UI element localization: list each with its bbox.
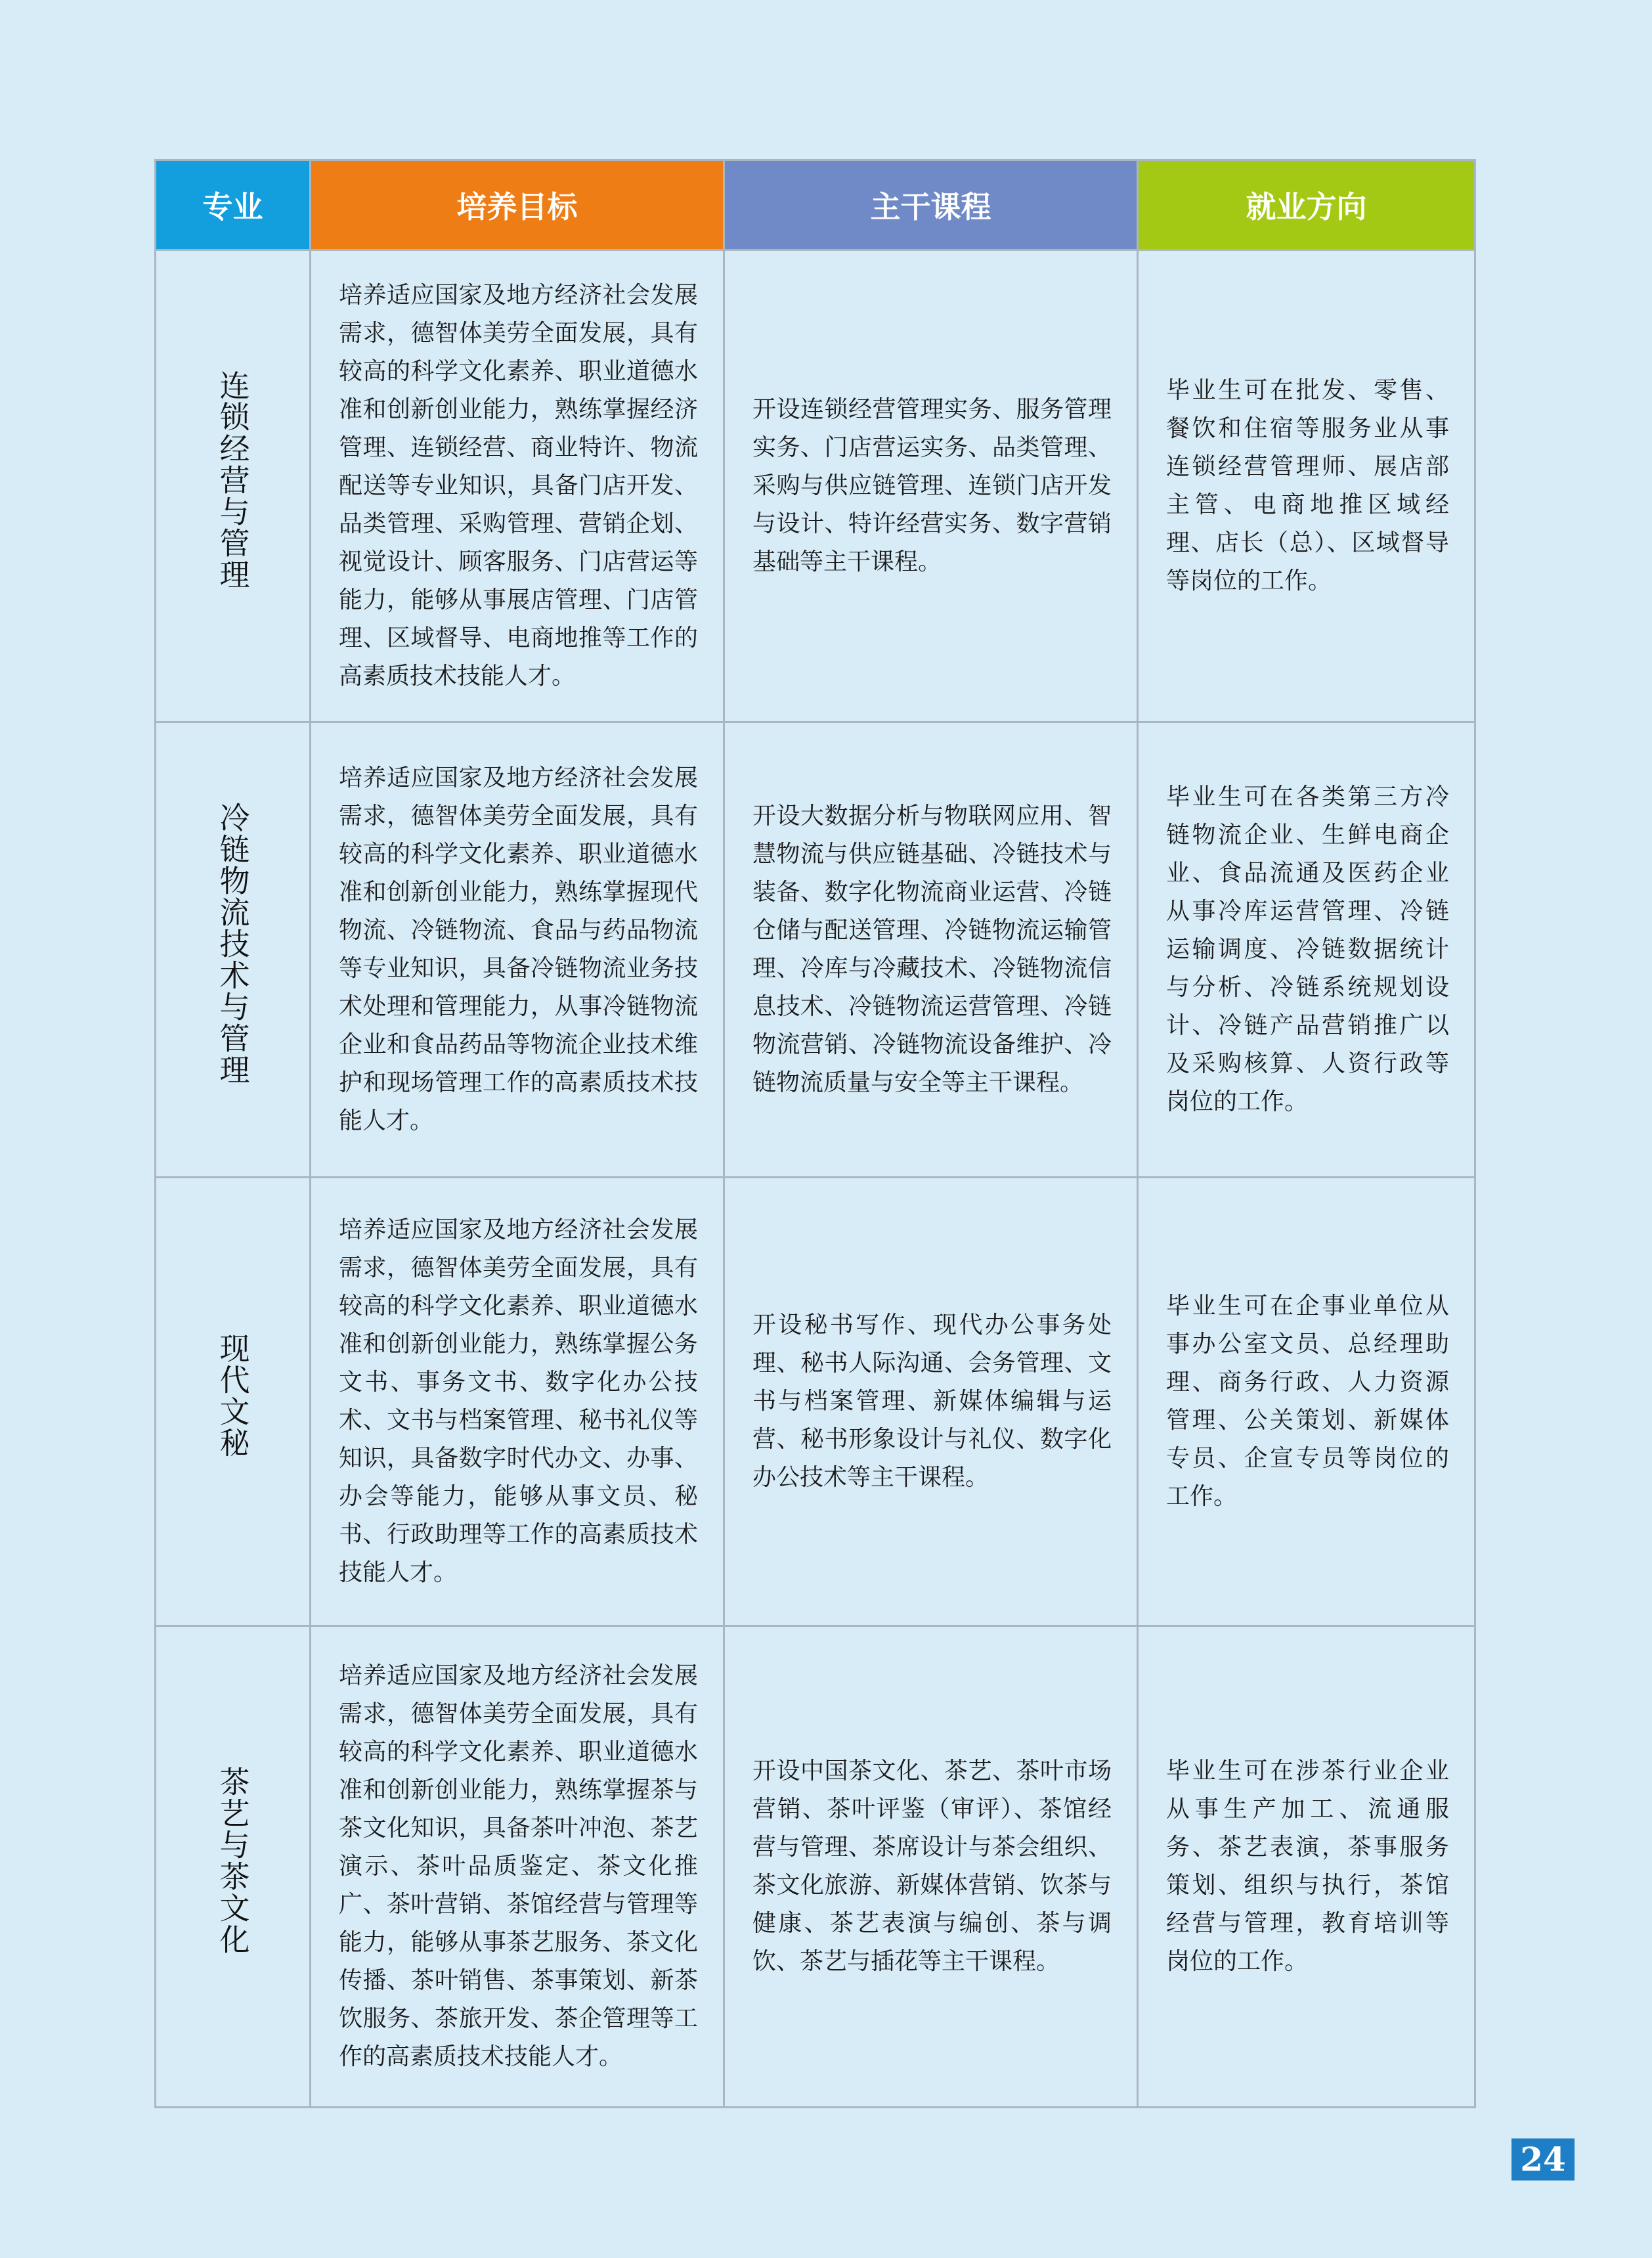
programs-table <box>154 159 1476 2108</box>
goal-cell: 培养适应国家及地方经济社会发展需求，德智体美劳全面发展，具有较高的科学文化素养、职业道德水准和创新创业能力，熟练掌握经济管理、连锁经营、商业特许、物流配送等专业知识，具备门店开发、品类管理、采购管理、营销企划、视觉设计、顾客服务、门店营运等能力，能够从事展店管理、门店管理、区域督导、电商地推等工作的高素质技术技能人才。 <box>311 250 724 722</box>
programs-table-container <box>154 159 1474 2100</box>
goal-cell: 培养适应国家及地方经济社会发展需求，德智体美劳全面发展，具有较高的科学文化素养、职业道德水准和创新创业能力，熟练掌握现代物流、冷链物流、食品与药品物流等专业知识，具备冷链物流业务技术处理和管理能力，从事冷链物流企业和食品药品等物流企业技术维护和现场管理工作的高素质技术技能人才。 <box>311 722 724 1178</box>
major-cell <box>156 250 311 722</box>
table-row <box>156 250 1475 722</box>
major-cell <box>156 1178 311 1626</box>
major-name: 连锁经营与管理 <box>215 370 251 590</box>
table-header-row <box>156 160 1475 250</box>
major-cell <box>156 1626 311 2108</box>
major-name: 现代文秘 <box>215 1333 251 1459</box>
courses-cell: 开设中国茶文化、茶艺、茶叶市场营销、茶叶评鉴（审评）、茶馆经营与管理、茶席设计与茶会组织、茶文化旅游、新媒体营销、饮茶与健康、茶艺表演与编创、茶与调饮、茶艺与插花等主干课程。 <box>724 1626 1138 2108</box>
major-name: 冷链物流技术与管理 <box>215 802 251 1086</box>
career-cell: 毕业生可在各类第三方冷链物流企业、生鲜电商企业、食品流通及医药企业从事冷库运营管理、冷链运输调度、冷链数据统计与分析、冷链系统规划设计、冷链产品营销推广以及采购核算、人资行政等岗位的工作。 <box>1138 722 1475 1178</box>
header-major: 专业 <box>156 160 311 250</box>
career-cell: 毕业生可在批发、零售、餐饮和住宿等服务业从事连锁经营管理师、展店部主管、电商地推区域经理、店长（总）、区域督导等岗位的工作。 <box>1138 250 1475 722</box>
major-cell <box>156 722 311 1178</box>
career-cell: 毕业生可在企事业单位从事办公室文员、总经理助理、商务行政、人力资源管理、公关策划、新媒体专员、企宣专员等岗位的工作。 <box>1138 1178 1475 1626</box>
table-row <box>156 722 1475 1178</box>
career-cell: 毕业生可在涉茶行业企业从事生产加工、流通服务、茶艺表演，茶事服务策划、组织与执行，茶馆经营与管理，教育培训等岗位的工作。 <box>1138 1626 1475 2108</box>
page-number: 24 <box>1511 2138 1575 2181</box>
table-row <box>156 1626 1475 2108</box>
table-row <box>156 1178 1475 1626</box>
courses-cell: 开设秘书写作、现代办公事务处理、秘书人际沟通、会务管理、文书与档案管理、新媒体编辑与运营、秘书形象设计与礼仪、数字化办公技术等主干课程。 <box>724 1178 1138 1626</box>
header-goal: 培养目标 <box>311 160 724 250</box>
major-name: 茶艺与茶文化 <box>215 1766 251 1955</box>
goal-cell: 培养适应国家及地方经济社会发展需求，德智体美劳全面发展，具有较高的科学文化素养、职业道德水准和创新创业能力，熟练掌握茶与茶文化知识，具备茶叶冲泡、茶艺演示、茶叶品质鉴定、茶文化推广、茶叶营销、茶馆经营与管理等能力，能够从事茶艺服务、茶文化传播、茶叶销售、茶事策划、新茶饮服务、茶旅开发、茶企管理等工作的高素质技术技能人才。 <box>311 1626 724 2108</box>
courses-cell: 开设连锁经营管理实务、服务管理实务、门店营运实务、品类管理、采购与供应链管理、连锁门店开发与设计、特许经营实务、数字营销基础等主干课程。 <box>724 250 1138 722</box>
header-career: 就业方向 <box>1138 160 1475 250</box>
courses-cell: 开设大数据分析与物联网应用、智慧物流与供应链基础、冷链技术与装备、数字化物流商业运营、冷链仓储与配送管理、冷链物流运输管理、冷库与冷藏技术、冷链物流信息技术、冷链物流运营管理、冷链物流营销、冷链物流设备维护、冷链物流质量与安全等主干课程。 <box>724 722 1138 1178</box>
goal-cell: 培养适应国家及地方经济社会发展需求，德智体美劳全面发展，具有较高的科学文化素养、职业道德水准和创新创业能力，熟练掌握公务文书、事务文书、数字化办公技术、文书与档案管理、秘书礼仪等知识，具备数字时代办文、办事、办会等能力，能够从事文员、秘书、行政助理等工作的高素质技术技能人才。 <box>311 1178 724 1626</box>
header-courses: 主干课程 <box>724 160 1138 250</box>
